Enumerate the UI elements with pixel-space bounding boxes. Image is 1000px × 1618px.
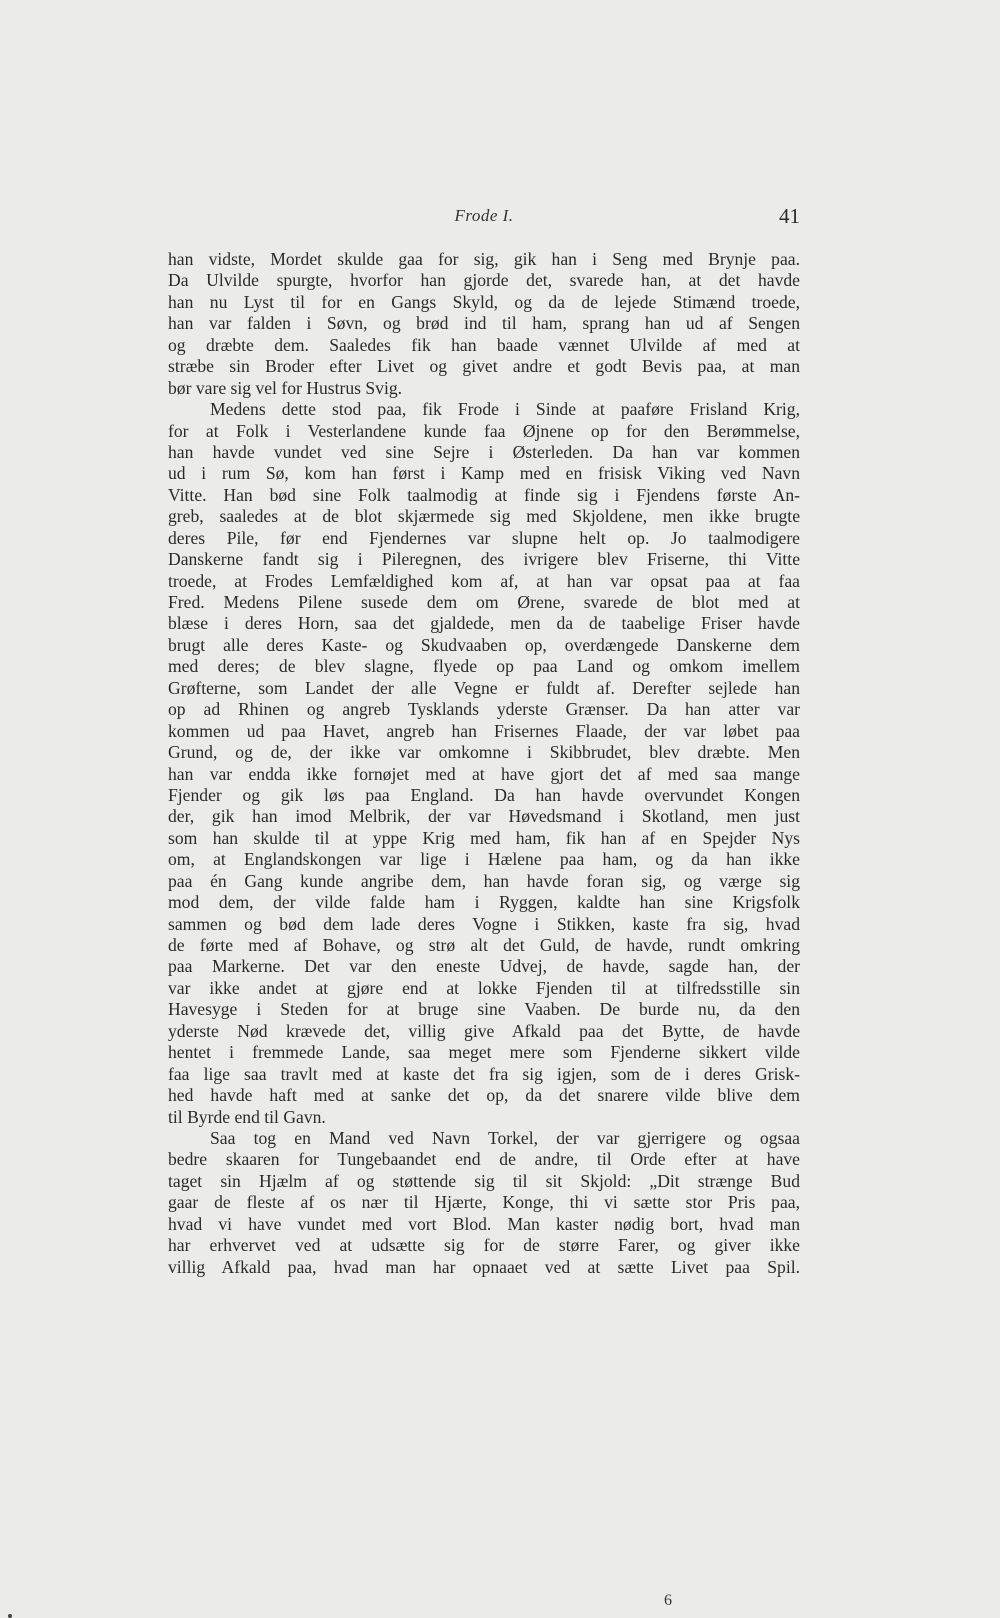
text-line: gaar de fleste af os nær til Hjærte, Konge, thi vi sætte stor Pris paa, bbox=[168, 1192, 800, 1213]
text-line: blæse i deres Horn, saa det gjaldede, men da de taabelige Friser havde bbox=[168, 613, 800, 634]
text-line: paa Markerne. Det var den eneste Udvej, de havde, sagde han, der bbox=[168, 956, 800, 977]
text-line: til Byrde end til Gavn. bbox=[168, 1106, 326, 1127]
text-line: Grund, og de, der ikke var omkomne i Skibbrudet, blev dræbte. Men bbox=[168, 742, 800, 763]
text-line: der, gik han imod Melbrik, der var Høvedsmand i Skotland, men just bbox=[168, 806, 800, 827]
text-line: han var endda ikke fornøjet med at have gjort det af med saa mange bbox=[168, 763, 800, 784]
text-line: han vidste, Mordet skulde gaa for sig, gik han i Seng med Brynje paa. bbox=[168, 249, 800, 269]
text-line: Saa tog en Mand ved Navn Torkel, der var gjerrigere og ogsaa bbox=[210, 1127, 800, 1148]
text-line: Fred. Medens Pilene susede dem om Ørene, svarede de blot med at bbox=[168, 592, 800, 612]
text-line: Danskerne fandt sig i Pileregnen, des ivrigere blev Friserne, thi Vitte bbox=[168, 549, 800, 570]
text-line: hed havde haft med at sanke det op, da det snarere vilde blive dem bbox=[168, 1085, 800, 1106]
text-line: stræbe sin Broder efter Livet og givet andre et godt Bevis paa, at man bbox=[168, 356, 800, 377]
text-line: har erhvervet ved at udsætte sig for de større Farer, og giver ikke bbox=[168, 1235, 800, 1256]
text-line: var ikke andet at gjøre end at lokke Fjenden til at tilfredsstille sin bbox=[168, 977, 800, 998]
text-line: og dræbte dem. Saaledes fik han baade vænnet Ulvilde af med at bbox=[168, 334, 800, 355]
text-line: brugt alle deres Kaste- og Skudvaaben op, overdængede Danskerne dem bbox=[168, 634, 800, 655]
text-line: som han skulde til at yppe Krig med ham, fik han af en Spejder Nys bbox=[168, 827, 800, 848]
text-line: greb, saaledes at de blot skjærmede sig med Skjoldene, men ikke brugte bbox=[168, 506, 800, 527]
text-line: de førte med af Bohave, og strø alt det Guld, de havde, rundt omkring bbox=[168, 935, 800, 955]
text-line: om, at Englandskongen var lige i Hælene paa ham, og da han ikke bbox=[168, 849, 800, 870]
text-line: Medens dette stod paa, fik Frode i Sinde at paaføre Frisland Krig, bbox=[210, 399, 800, 420]
text-line: yderste Nød krævede det, villig give Afkald paa det Bytte, de havde bbox=[168, 1020, 800, 1041]
text-line: sammen og bød dem lade deres Vogne i Stikken, kaste fra sig, hvad bbox=[168, 913, 800, 934]
text-line: bedre skaaren for Tungebaandet end de andre, til Orde efter at have bbox=[168, 1149, 800, 1170]
text-line: hvad vi have vundet med vort Blod. Man kaster nødig bort, hvad man bbox=[168, 1213, 800, 1234]
text-line: kommen ud paa Havet, angreb han Frisernes Flaade, der var løbet paa bbox=[168, 720, 800, 741]
text-line: taget sin Hjælm af og støttende sig til sit Skjold: „Dit strænge Bud bbox=[168, 1170, 800, 1191]
running-title: Frode I. bbox=[454, 206, 514, 225]
text-line: Da Ulvilde spurgte, hvorfor han gjorde det, svarede han, at det havde bbox=[168, 270, 800, 291]
text-line: han var falden i Søvn, og brød ind til ham, sprang han ud af Sengen bbox=[168, 313, 800, 334]
text-line: deres Pile, før end Fjendernes var slupne helt op. Jo taalmodigere bbox=[168, 527, 800, 548]
text-line: Grøfterne, som Landet der alle Vegne er fuldt af. Derefter sejlede han bbox=[168, 677, 800, 698]
text-line: troede, at Frodes Lemfældighed kom af, at han var opsat paa at faa bbox=[168, 570, 800, 591]
text-line: han nu Lyst til for en Gangs Skyld, og da de lejede Stimænd troede, bbox=[168, 291, 800, 312]
text-line: paa én Gang kunde angribe dem, han havde foran sig, og værge sig bbox=[168, 870, 800, 891]
margin-dot bbox=[8, 1614, 12, 1618]
text-line: bør vare sig vel for Hustrus Svig. bbox=[168, 377, 403, 398]
text-line: faa lige saa travlt med at kaste det fra sig igjen, som de i deres Grisk- bbox=[168, 1063, 800, 1084]
page-number: 41 bbox=[779, 204, 800, 228]
text-line: han havde vundet ved sine Sejre i Østerleden. Da han var kommen bbox=[168, 441, 800, 462]
text-line: villig Afkald paa, hvad man har opnaaet ved at sætte Livet paa Spil. bbox=[168, 1256, 800, 1277]
text-line: Fjender og gik løs paa England. Da han havde overvundet Kongen bbox=[168, 784, 800, 805]
text-line: Vitte. Han bød sine Folk taalmodig at finde sig i Fjendens første An- bbox=[168, 484, 800, 505]
text-line: mod dem, der vilde falde ham i Ryggen, kaldte han sine Krigsfolk bbox=[168, 892, 800, 913]
text-line: for at Folk i Vesterlandene kunde faa Øjnene op for den Berømmelse, bbox=[168, 420, 800, 441]
page-header bbox=[168, 206, 800, 236]
text-line: hentet i fremmede Lande, saa meget mere som Fjenderne sikkert vilde bbox=[168, 1042, 800, 1063]
signature-mark: 6 bbox=[664, 1592, 672, 1609]
text-line: Havesyge i Steden for at bruge sine Vaaben. De burde nu, da den bbox=[168, 999, 800, 1020]
body-text bbox=[168, 249, 800, 1278]
text-line: op ad Rhinen og angreb Tysklands yderste Grænser. Da han atter var bbox=[168, 699, 800, 720]
text-line: med deres; de blev slagne, flyede op paa Land og omkom imellem bbox=[168, 656, 800, 677]
text-line: ud i rum Sø, kom han først i Kamp med en frisisk Viking ved Navn bbox=[168, 463, 800, 484]
